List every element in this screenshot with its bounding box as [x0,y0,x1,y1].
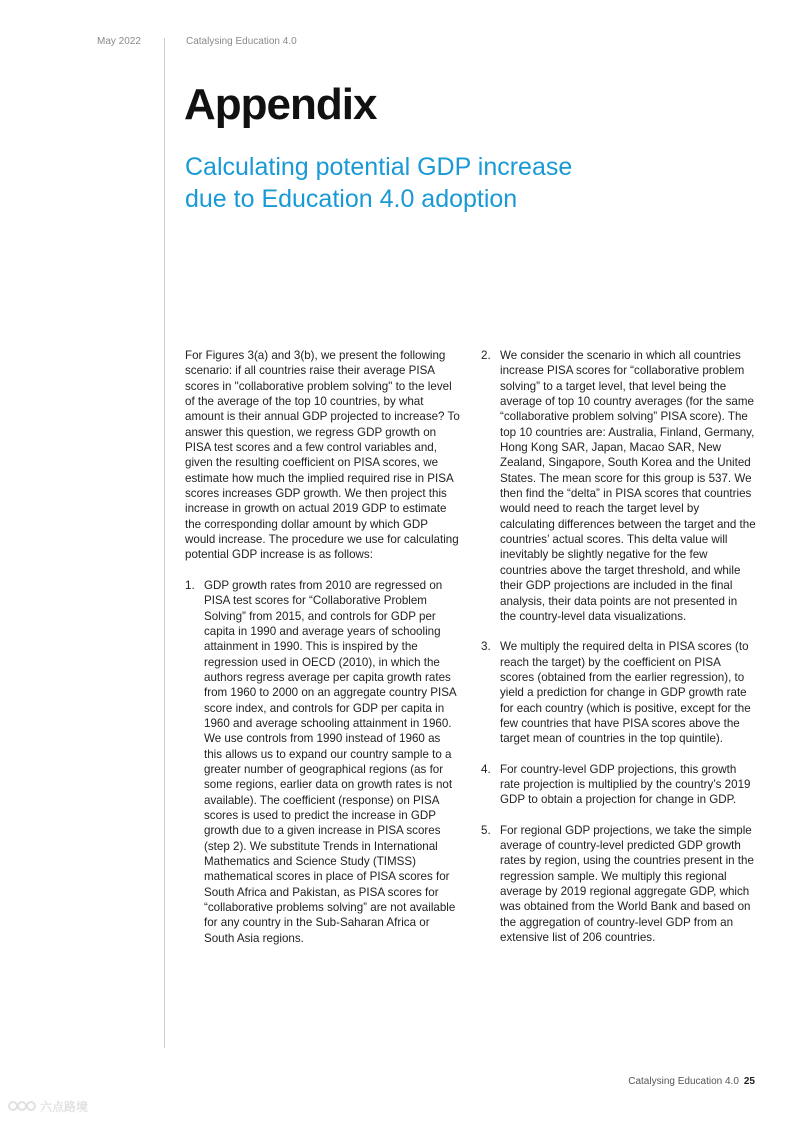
procedure-list-part-2 [481,348,756,945]
intro-paragraph: For Figures 3(a) and 3(b), we present the following scenario: if all countries raise their average PISA scores in "collaborative problem solving" to the level of the average of the top 10 countries, by what amount is their annual GDP projected to increase? To answer this question, we regress GDP growth on PISA test scores and a few control variables and, given the resulting coefficient on PISA scores, we estimate how much the implied required rise in PISA scores increases GDP growth. We then project this increase in growth on actual 2019 GDP to estimate the corresponding dollar amount by which GDP would increase. The procedure we use for calculating potential GDP increase is as follows: [185,349,460,562]
list-item [481,762,756,808]
subtitle-line-2: due to Education 4.0 adoption [185,185,518,213]
list-item-text: We multiply the required delta in PISA scores (to reach the target) by the coefficient on PISA scores (obtained from the earlier regression), to yield a prediction for change in GDP growth rate for each country (which is positive, except for the few countries that have PISA scores above the target mean of countries in the top quintile). [500,640,751,746]
header-publication-title: Catalysing Education 4.0 [186,36,297,47]
watermark [8,1096,106,1116]
vertical-divider [164,38,165,1048]
list-item [481,348,756,624]
list-item-text: We consider the scenario in which all countries increase PISA scores for “collaborative problem solving” to a target level, that level being the average of top 10 country averages (for the same “collaborative problem solving” PISA score). The top 10 countries are: Australia, Finland, Germany, Hong Kong SAR, Japan, Macao SAR, New Zealand, Singapore, South Korea and the United States. The mean score for this group is 537. We then find the “delta” in PISA scores that countries would need to reach the target level by calculating differences between the target and the countries’ actual scores. This delta value will inevitably be slightly negative for the few countries above the target threshold, and while their GDP projections are included in the final analysis, their data points are not presented in the country-level data visualizations. [500,349,756,623]
page-title: Appendix [184,80,377,129]
watermark-text: 六点路境 [40,1099,89,1114]
watermark-logo-icon [8,1097,36,1115]
footer-publication-title: Catalysing Education 4.0 [628,1076,739,1087]
list-item [481,639,756,746]
list-item-text: For country-level GDP projections, this growth rate projection is multiplied by the country’s 2019 GDP to obtain a projection for change in GDP. [500,762,751,807]
list-item [481,823,756,946]
subtitle-line-1: Calculating potential GDP increase [185,153,573,181]
right-column [481,348,756,960]
list-item-text: GDP growth rates from 2010 are regressed on PISA test scores for “Collaborative Problem Solving” from 2015, and controls for GDP per capita in 1990 and average years of schooling attainment in 1990. This is inspired by the regression used in OECD (2010), in which the authors regress average per capita growth rates from 1960 to 2000 on an aggregate country PISA score index, and controls for GDP per capita in 1960 and average schooling attainment in 1960. We use controls from 1990 instead of 1960 as this allows us to expand our country sample to a greater number of geographical regions (as for some regions, earlier data on growth rates is not available). The coefficient (response) on PISA scores is used to predict the increase in GDP growth due to a given increase in PISA scores (step 2). We substitute Trends in International Mathematics and Science Study (TIMSS) mathematical scores in place of PISA scores for South Africa and Pakistan, as PISA scores for “collaborative problems solving” are not available for any country in the Sub-Saharan Africa or South Asia regions. [204,578,457,945]
left-column [185,348,460,961]
list-item-number: 2. [481,349,491,362]
list-item [185,578,460,946]
header-date: May 2022 [97,36,141,47]
list-item-number: 1. [185,578,195,592]
list-item-text: For regional GDP projections, we take the simple average of country-level predicted GDP growth rates by region, using the countries present in the regression sample. We multiply this regional average by 2019 regional aggregate GDP, which was obtained from the World Bank and based on the aggregation of country-level GDP from an extensive list of 206 countries. [500,823,754,945]
procedure-list-part-1 [185,578,460,946]
page-footer [628,1076,755,1087]
page-number: 25 [743,1076,755,1087]
list-item-number: 4. [481,762,491,776]
list-item-number: 5. [481,823,491,837]
section-subtitle [185,151,625,215]
list-item-number: 3. [481,640,491,654]
